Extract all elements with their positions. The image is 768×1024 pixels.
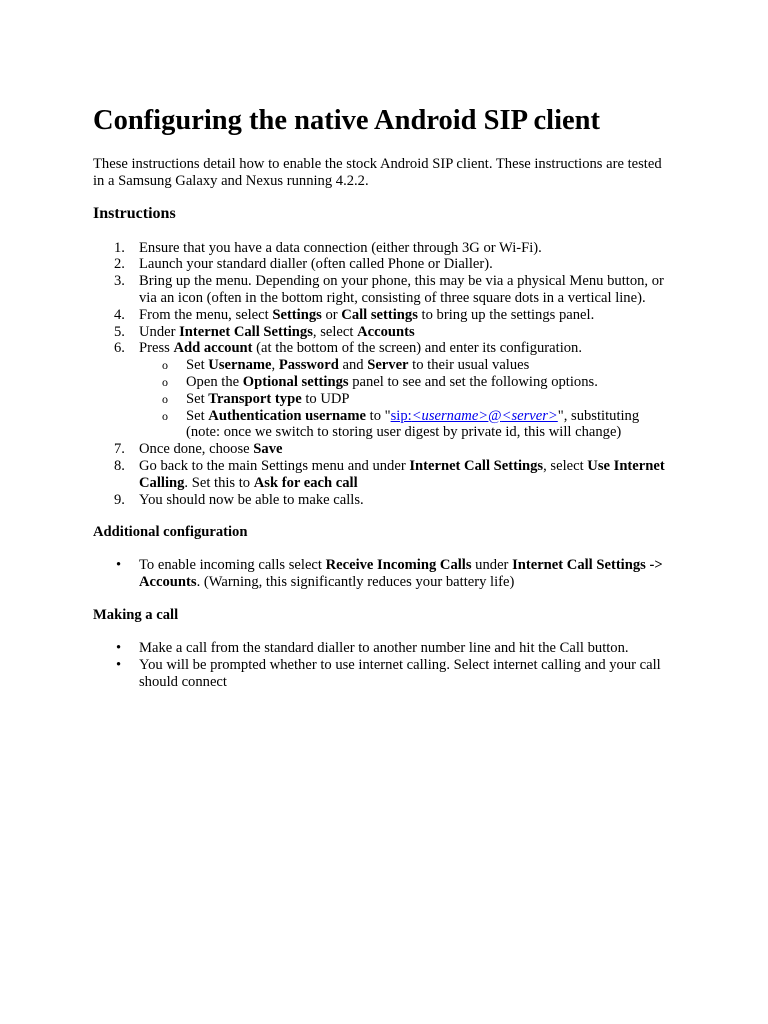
step-6-sublist (139, 357, 676, 441)
step-6: 6. Press Add account (at the bottom of the screen) and enter its configuration. o Set Username, Password and Server to their usual values o Open the Optional settings panel to see and set the following options. o Set Transport type to UDP o Set Authentication username to "sip:<username>@<server>", substituting (note: once we switch to storing user digest by private id, this will change) (93, 340, 676, 441)
step-1: 1. Ensure that you have a data connection (either through 3G or Wi-Fi). (114, 239, 542, 256)
intro-paragraph: These instructions detail how to enable the stock Android SIP client. These instructions are tested in a Samsung Galaxy and Nexus running 4.2.2. (93, 156, 662, 189)
step-7: 7. Once done, choose Save (114, 441, 283, 458)
step-9: 9. You should now be able to make calls. (114, 491, 364, 508)
additional-configuration-heading: Additional configuration (93, 524, 248, 541)
additional-configuration-list (93, 557, 676, 591)
step-4: 4. From the menu, select Settings or Call settings to bring up the settings panel. (114, 306, 595, 323)
step-2: 2. Launch your standard dialler (often called Phone or Dialler). (114, 256, 493, 273)
instructions-heading: Instructions (93, 204, 176, 222)
substep-transport-type: o Set Transport type to UDP (162, 390, 350, 407)
substep-auth-username: o Set Authentication username to "sip:<username>@<server>", substituting (note: once we switch to storing user digest by private id, this will change) (162, 407, 640, 441)
instructions-list (93, 240, 676, 509)
sip-uri-link[interactable]: sip:<username>@<server> (390, 407, 558, 424)
list-item: • Make a call from the standard dialler to another number line and hit the Call button. (116, 639, 629, 656)
making-a-call-heading: Making a call (93, 606, 179, 623)
step-3: 3. Bring up the menu. Depending on your phone, this may be via a physical Menu button, or via an icon (often in the bottom right, consisting of three square dots in a vertical line). (114, 273, 664, 306)
document-title: Configuring the native Android SIP client (93, 105, 601, 136)
making-a-call-list (93, 640, 676, 690)
list-item: • You will be prompted whether to use internet calling. Select internet calling and your call should connect (116, 656, 661, 690)
step-8: 8. Go back to the main Settings menu and under Internet Call Settings, select Use Internet Calling. Set this to Ask for each call (114, 457, 665, 491)
step-5: 5. Under Internet Call Settings, select Accounts (114, 323, 415, 340)
list-item: • To enable incoming calls select Receive Incoming Calls under Internet Call Settings -> Accounts. (Warning, this significantly reduces your battery life) (116, 557, 663, 591)
substep-credentials: o Set Username, Password and Server to their usual values (162, 357, 530, 374)
substep-optional-settings: o Open the Optional settings panel to see and set the following options. (162, 373, 598, 390)
